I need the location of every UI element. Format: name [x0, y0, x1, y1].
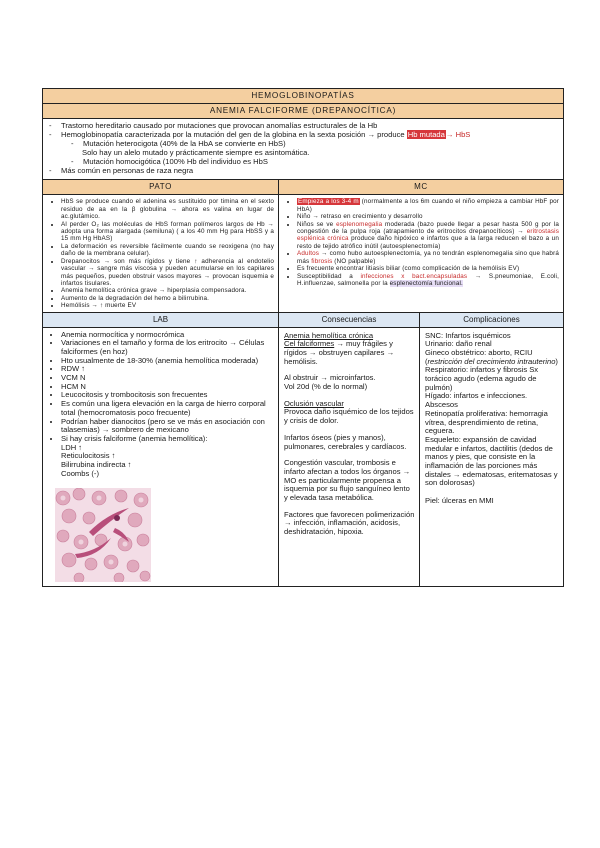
list-item: • Aumento de la degradación del hemo a bilirrubina.: [61, 295, 274, 302]
section-subtitle: ANEMIA FALCIFORME (DREPANOCÍTICA): [43, 104, 563, 119]
blood-smear-illustration: [55, 488, 151, 582]
summary-sheet: [42, 88, 564, 587]
list-item: • Adultos → como hubo autoesplenectomía, ya no tendrán esplenomegalia sino que habrá más fibrosis (NO palpable): [297, 250, 559, 265]
mc-header: MC: [279, 180, 563, 195]
complicaciones-body: SNC: Infartos isquémicos Urinario: daño renal Gineco obstétrico: aborto, RCIU (restricción del crecimiento intrauterino) Respiratorio: infartos y fibrosis Sx torácico agudo (edema agudo de pulmón) Hígado: infartos e infecciones. Abscesos Retinopatía proliferativa: hemorragia vítrea, desprendimiento de retina, ceguera. Esqueleto: expansión de cavidad medular e infartos, dactilitis (dedos de manos y pies, que consiste en la inflamación de las porciones más distales → edematosas, eritematosas y son dolorosas) Piel: úlceras en MMI: [425, 330, 558, 506]
lab-header: LAB: [43, 313, 278, 328]
consecuencias-header: Consecuencias: [279, 313, 419, 328]
list-item: • Susceptibilidad a infecciones x bact.encapsuladas → S.pneumoniae, E.coli, H.influenzae, salmonella por la esplenectomía funcional.: [297, 273, 559, 288]
page-title: HEMOGLOBINOPATÍAS: [43, 89, 563, 104]
intro-line: - Trastorno hereditario causado por mutaciones que provocan anomalías estructurales de la Hb: [49, 121, 378, 130]
list-item: • Niño → retraso en crecimiento y desarrollo: [297, 213, 559, 220]
list-item: • Variaciones en el tamaño y forma de los eritrocito → Células falciformes (en hoz): [61, 339, 274, 356]
list-item: • HCM N: [61, 383, 274, 392]
list-item: • RDW ↑: [61, 365, 274, 374]
crisis-item: Bilirrubina indirecta ↑: [61, 460, 132, 470]
list-item: • Anemia normocítica y normocrómica: [61, 331, 274, 340]
highlight-hb-mutada: Hb mutada: [407, 129, 445, 139]
mc-column: [279, 180, 563, 311]
complicaciones-column: [420, 313, 563, 587]
list-item: • Hemólisis → ↑ muerte EV: [61, 302, 274, 309]
crisis-item: Coombs (-): [61, 468, 99, 478]
pato-column: [43, 180, 279, 311]
list-item: • Si hay crisis falciforme (anemia hemolítica): LDH ↑ Reticulocitosis ↑ Bilirrubina indirecta ↑ Coombs (-): [61, 435, 274, 479]
mc-list: [279, 195, 563, 289]
complicaciones-header: Complicaciones: [420, 313, 563, 328]
lab-row: [43, 313, 563, 587]
intro-subline: - Mutación heterocigota (40% de la HbA se convierte en HbS): [71, 138, 286, 148]
list-item: • La deformación es reversible fácilmente cuando se reoxigena (no hay daño de la membrana celular).: [61, 243, 274, 258]
list-item: • Al perder O₂ las moléculas de HbS forman polímeros largos de Hb → adopta una forma alargada (semiluna) ( a los 40 mm Hg para HbSS y a 15 mm Hg HbAS): [61, 221, 274, 243]
crisis-item: LDH ↑: [61, 442, 83, 452]
pato-list: [43, 195, 278, 311]
list-item: • Anemia hemolítica crónica grave → hiperplasia compensadora.: [61, 287, 274, 294]
intro-subline: - Mutación homocigótica (100% Hb del individuo es HbS: [71, 156, 268, 166]
list-item: • VCM N: [61, 374, 274, 383]
lab-list: [43, 328, 278, 481]
list-item: • Es común una ligera elevación en la carga de hierro corporal total (hemocromatosis poco frecuente): [61, 400, 274, 417]
lab-column: [43, 313, 279, 587]
list-item: • Empieza a los 3-4 m (normalmente a los 6m cuando el niño empieza a cambiar HbF por HbA): [297, 198, 559, 213]
intro-line: - Hemoglobinopatía caracterizada por la mutación del gen de la globina en la sexta posición → produce Hb mutada→ HbS: [49, 129, 471, 139]
consecuencias-column: [279, 313, 420, 587]
list-item: • Drepanocitos → son más rígidos y tiene ↑ adherencia al endotelio vascular → sangre más viscosa y pueden acumularse en los capilares más pequeños, pueden obstruir vasos mayores → provocan isquemia e infartos tisulares.: [61, 258, 274, 288]
consecuencias-body: Anemia hemolítica crónica Cel falciformes → muy frágiles y rígidos → obstruyen capilares → hemólisis. Al obstruir → microinfartos. Vol 20d (% de lo normal) Oclusión vascular Provoca daño isquémico de los tejidos y crisis de dolor. Infartos óseos (pies y manos), pulmonares, cerebrales y cardíacos. Congestión vascular, trombosis e infarto afectan a todos los órganos → MO es particularmente propensa a isquemia por su flujo sanguíneo lento y elevada tasa metabólica. Factores que favorecen polimerización → infección, inflamación, acidosis, deshidratación, hipoxia.: [284, 330, 415, 537]
list-item: • Podrían haber dianocitos (pero se ve más en asociación con talasemias) → sombrero de mexicano: [61, 418, 274, 435]
pato-header: PATO: [43, 180, 278, 195]
crisis-item: Reticulocitosis ↑: [61, 451, 116, 461]
pato-mc-row: [43, 180, 563, 312]
intro-line: - Más común en personas de raza negra: [49, 165, 194, 175]
list-item: • HbS se produce cuando el adenina es sustituido por timina en el sexto residuo de aa en la β globulina → ahora es valina en lugar de ac.glutámico.: [61, 198, 274, 220]
list-item: • Es frecuente encontrar litiasis biliar (como complicación de la hemólisis EV): [297, 265, 559, 272]
list-item: • Leucocitosis y trombocitosis son frecuentes: [61, 391, 274, 400]
intro-block: [43, 119, 563, 180]
intro-subline: Solo hay un alelo mutado y prácticamente siempre es asintomática.: [82, 147, 310, 157]
list-item: • Niños se ve esplenomegalia moderada (bazo puede llegar a pesar hasta 500 g por la congestión de la pulpa roja (atrapamiento de eritrocitos drepanocíticos) → eritrostasis esplénica crónica produce daño hipóxico e infartos que a la larga reducen el bazo a un resto de tejido atrófico inútil (autoesplenectomía): [297, 221, 559, 251]
blood-smear-image: [55, 488, 151, 582]
list-item: • Hto usualmente de 18-30% (anemia hemolítica moderada): [61, 357, 274, 366]
